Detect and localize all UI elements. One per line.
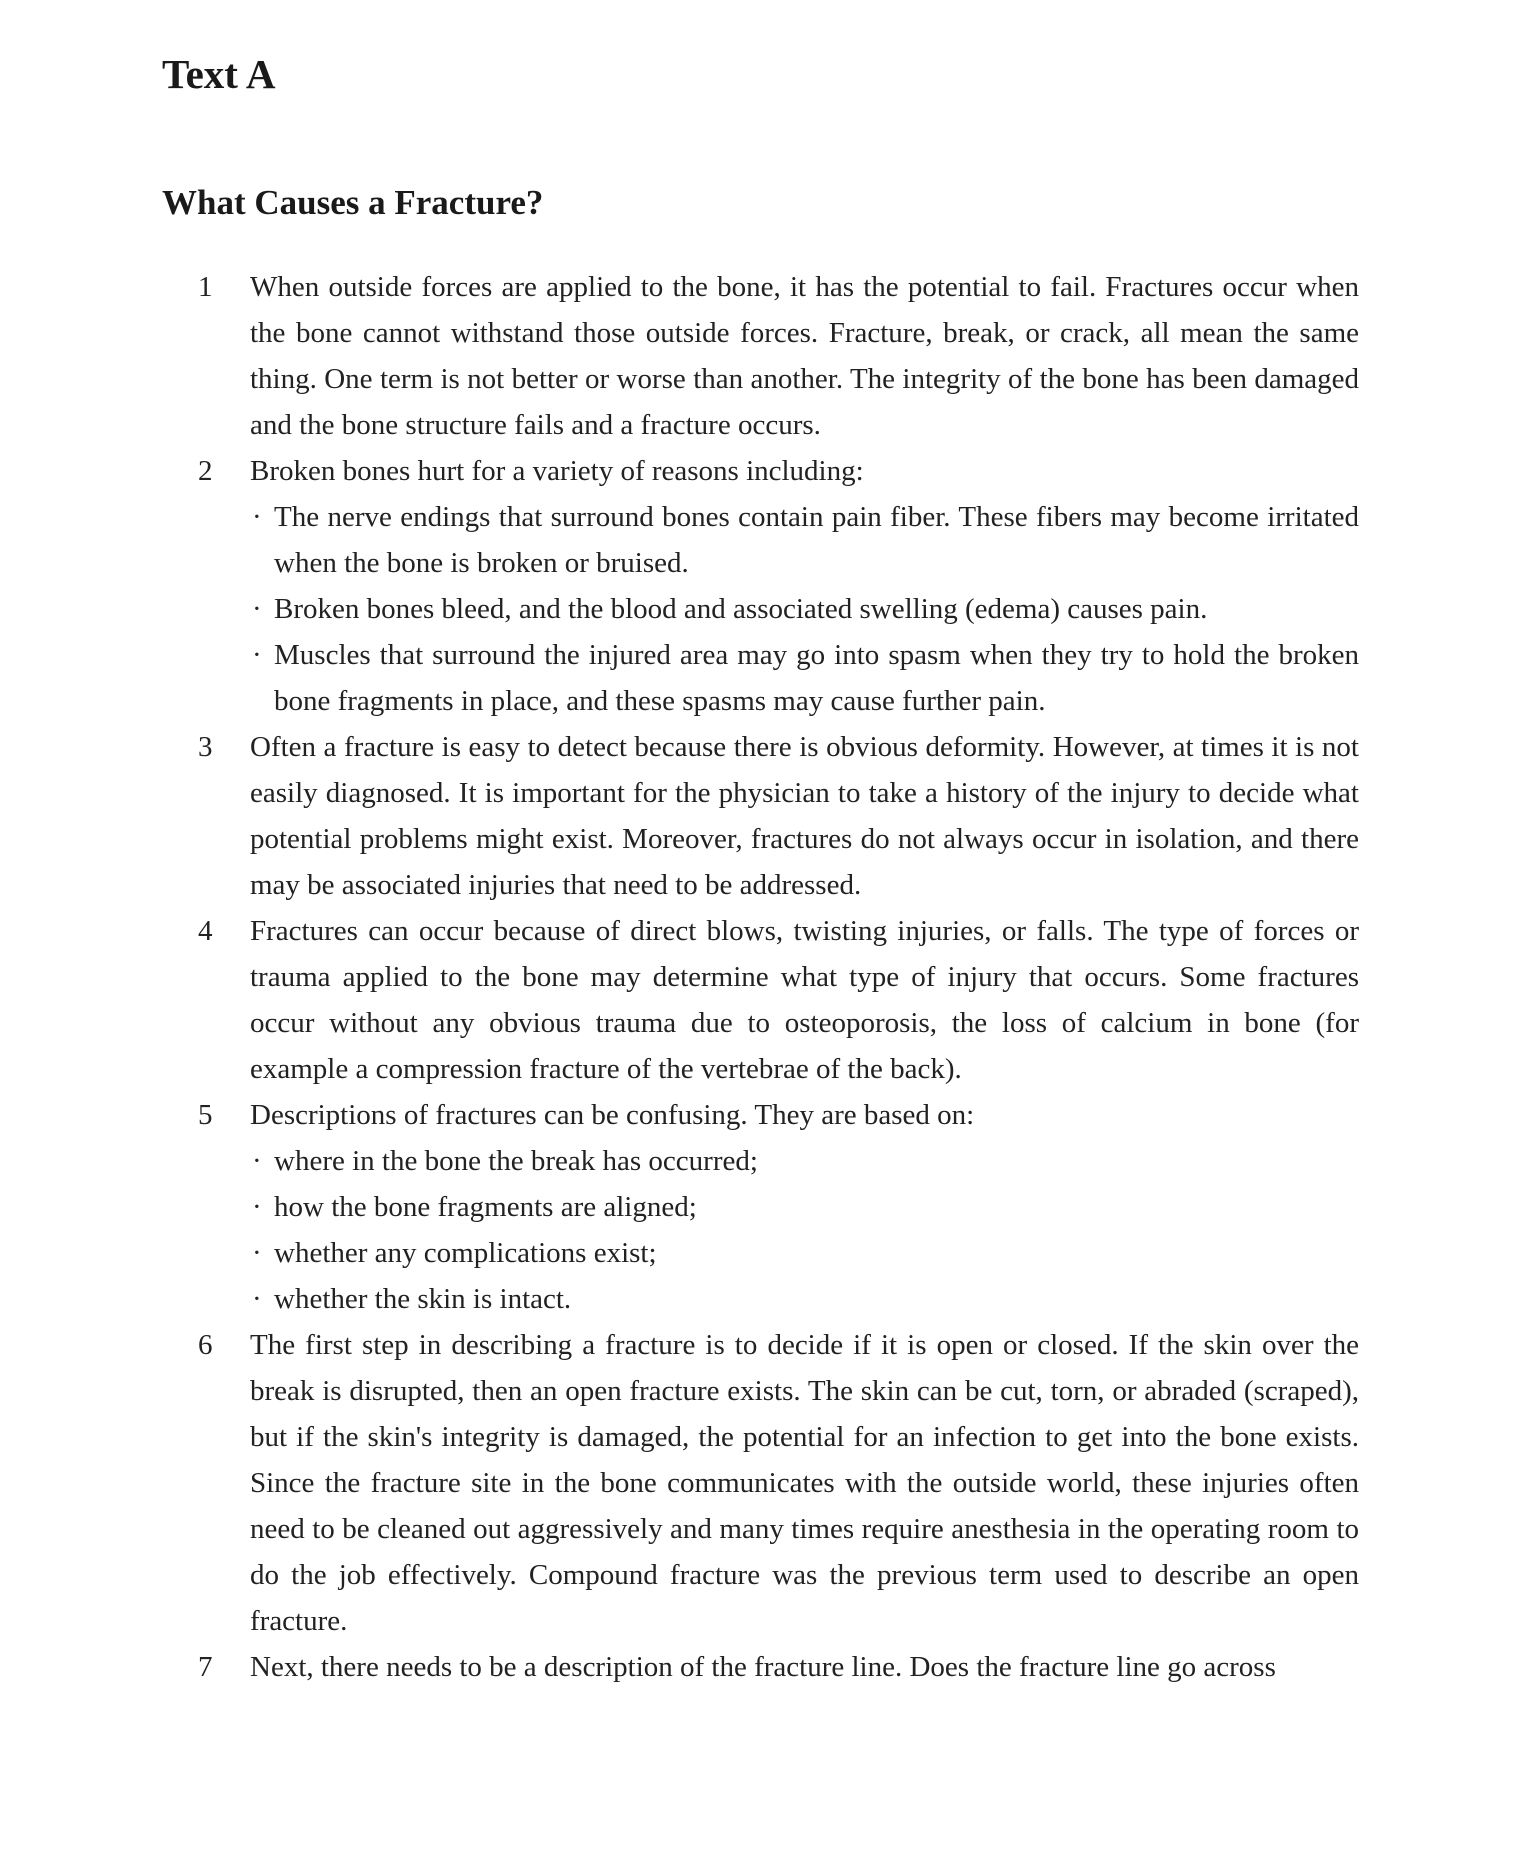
bullet-dot: ·	[252, 1237, 262, 1269]
paragraph-text: Fractures can occur because of direct blows, twisting injuries, or falls. The type of forces or trauma applied to the bone may determine what type of injury that occurs. Some fractures occur without any obvious trauma due to osteoporosis, the loss of calcium in bone (for example a compression fracture of the vertebrae of the back).	[250, 915, 1359, 1085]
paragraph-text: The first step in describing a fracture is to decide if it is open or closed. If the skin over the break is disrupted, then an open fracture exists. The skin can be cut, torn, or abraded (scraped), but if the skin's integrity is damaged, the potential for an infection to get into the bone exists. Since the fracture site in the bone communicates with the outside world, these injuries often need to be cleaned out aggressively and many times require anesthesia in the operating room to do the job effectively. Compound fracture was the previous term used to describe an open fracture.	[250, 1329, 1359, 1637]
paragraph-number: 4	[198, 915, 213, 947]
paragraph-6	[162, 1322, 1359, 1644]
paragraph-content	[250, 1322, 1359, 1644]
list-item-text: whether any complications exist;	[274, 1237, 657, 1269]
paragraph-5	[162, 1092, 1359, 1322]
paragraph-number: 5	[198, 1099, 213, 1131]
paragraph-text: Next, there needs to be a description of the fracture line. Does the fracture line go across	[250, 1651, 1276, 1683]
list-item	[250, 1184, 1359, 1230]
bullet-list	[250, 494, 1359, 724]
paragraph-7	[162, 1644, 1359, 1690]
list-item	[250, 1138, 1359, 1184]
list-item	[250, 1276, 1359, 1322]
bullet-dot: ·	[252, 639, 262, 671]
list-item	[250, 494, 1359, 586]
paragraph-content	[250, 1644, 1359, 1690]
list-item-text: Muscles that surround the injured area may go into spasm when they try to hold the broken bone fragments in place, and these spasms may cause further pain.	[274, 639, 1359, 717]
paragraph-content	[250, 264, 1359, 448]
paragraph-text: Broken bones hurt for a variety of reasons including:	[250, 455, 864, 487]
paragraph-number: 3	[198, 731, 213, 763]
list-item-text: how the bone fragments are aligned;	[274, 1191, 697, 1223]
paragraph-1	[162, 264, 1359, 448]
list-item-text: whether the skin is intact.	[274, 1283, 572, 1315]
list-item-text: The nerve endings that surround bones contain pain fiber. These fibers may become irritated when the bone is broken or bruised.	[274, 501, 1359, 579]
bullet-list	[250, 1138, 1359, 1322]
list-item	[250, 586, 1359, 632]
paragraph-content	[250, 1092, 1359, 1322]
paragraph-number: 1	[198, 271, 213, 303]
paragraph-text: Often a fracture is easy to detect because there is obvious deformity. However, at times it is not easily diagnosed. It is important for the physician to take a history of the injury to decide what potential problems might exist. Moreover, fractures do not always occur in isolation, and there may be associated injuries that need to be addressed.	[250, 731, 1359, 901]
paragraph-3	[162, 724, 1359, 908]
paragraph-content	[250, 908, 1359, 1092]
paragraph-content	[250, 724, 1359, 908]
bullet-dot: ·	[252, 1283, 262, 1315]
list-item-text: where in the bone the break has occurred;	[274, 1145, 758, 1177]
list-item-text: Broken bones bleed, and the blood and associated swelling (edema) causes pain.	[274, 593, 1208, 625]
bullet-dot: ·	[252, 1145, 262, 1177]
list-item	[250, 632, 1359, 724]
bullet-dot: ·	[252, 1191, 262, 1223]
article-body	[162, 264, 1359, 1690]
paragraph-4	[162, 908, 1359, 1092]
section-label: Text A	[162, 51, 276, 97]
paragraph-number: 7	[198, 1651, 213, 1683]
article-title: What Causes a Fracture?	[162, 183, 544, 222]
paragraph-number: 2	[198, 455, 213, 487]
paragraph-content	[250, 448, 1359, 724]
paragraph-text: When outside forces are applied to the bone, it has the potential to fail. Fractures occur when the bone cannot withstand those outside forces. Fracture, break, or crack, all mean the same thing. One term is not better or worse than another. The integrity of the bone has been damaged and the bone structure fails and a fracture occurs.	[250, 271, 1359, 441]
bullet-dot: ·	[252, 501, 262, 533]
paragraph-number: 6	[198, 1329, 213, 1361]
bullet-dot: ·	[252, 593, 262, 625]
list-item	[250, 1230, 1359, 1276]
paragraph-text: Descriptions of fractures can be confusing. They are based on:	[250, 1099, 975, 1131]
paragraph-2	[162, 448, 1359, 724]
